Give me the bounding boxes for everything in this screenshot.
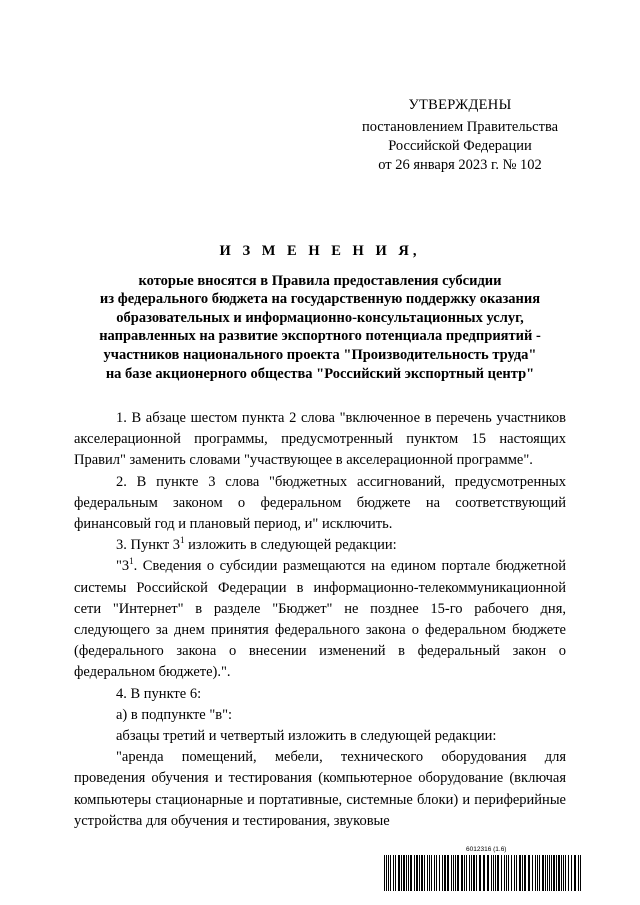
approval-line-1: постановлением Правительства — [361, 119, 559, 135]
paragraph-3 — [74, 535, 566, 556]
paragraph-3-end: изложить в следующей редакции: — [184, 537, 397, 554]
paragraph-4-start: "3 — [116, 558, 130, 575]
barcode-bars — [384, 855, 584, 891]
title-line-6: на базе акционерного общества "Российский экспортный центр" — [105, 365, 535, 382]
title-heading: И З М Е Н Е Н И Я, — [219, 243, 421, 259]
paragraph-5: 4. В пункте 6: — [116, 685, 202, 702]
title-line-4: направленных на развитие экспортного потенциала предприятий - — [99, 328, 541, 345]
document-body — [74, 408, 566, 832]
title-line-2: из федерального бюджета на государственную поддержку оказания — [99, 291, 541, 308]
approval-block — [340, 96, 580, 175]
document-title — [60, 242, 580, 383]
paragraph-6: а) в подпункте "в": — [116, 706, 233, 723]
superscript: 1 — [129, 556, 134, 567]
barcode — [384, 846, 584, 892]
title-line-5: участников национального проекта "Производительность труда" — [103, 346, 537, 363]
title-line-1: которые вносятся в Правила предоставления субсидии — [138, 272, 502, 289]
paragraph-4-end: . Сведения о субсидии размещаются на едином портале бюджетной системы Российской Федерации в информационно-телекоммуникационной сети "Интернет" в разделе "Бюджет" не позднее 15-го рабочего дня, следующего за днем принятия федерального закона о федеральном бюджете (федерального закона о внесении изменений в федеральный закон о федеральном бюджете).". — [74, 558, 566, 681]
paragraph-4 — [74, 556, 566, 683]
paragraph-2: 2. В пункте 3 слова "бюджетных ассигнований, предусмотренных федеральным законом о федеральном бюджете на соответствующий финансовый год и плановый период, и" исключить. — [74, 473, 566, 533]
paragraph-8: "аренда помещений, мебели, технического оборудования для проведения обучения и тестирования (компьютерное оборудование (включая компьютеры стационарные и портативные, системные блоки) и периферийные устройства для обучения и тестирования, звуковые — [74, 749, 566, 829]
paragraph-3-start: 3. Пункт 3 — [116, 537, 181, 554]
title-line-3: образовательных и информационно-консультационных услуг, — [116, 309, 524, 326]
approved-label: УТВЕРЖДЕНЫ — [408, 97, 512, 113]
paragraph-7: абзацы третий и четвертый изложить в следующей редакции: — [116, 728, 497, 745]
approval-line-3: от 26 января 2023 г. № 102 — [378, 157, 542, 173]
barcode-number: 6012316 (1.6) — [466, 846, 507, 853]
superscript: 1 — [180, 535, 185, 546]
paragraph-1: 1. В абзаце шестом пункта 2 слова "включенное в перечень участников акселерационной программы, предусмотренный пунктом 15 настоящих Правил" заменить словами "участвующее в акселерационной программе". — [74, 410, 566, 469]
approval-line-2: Российской Федерации — [388, 138, 532, 154]
